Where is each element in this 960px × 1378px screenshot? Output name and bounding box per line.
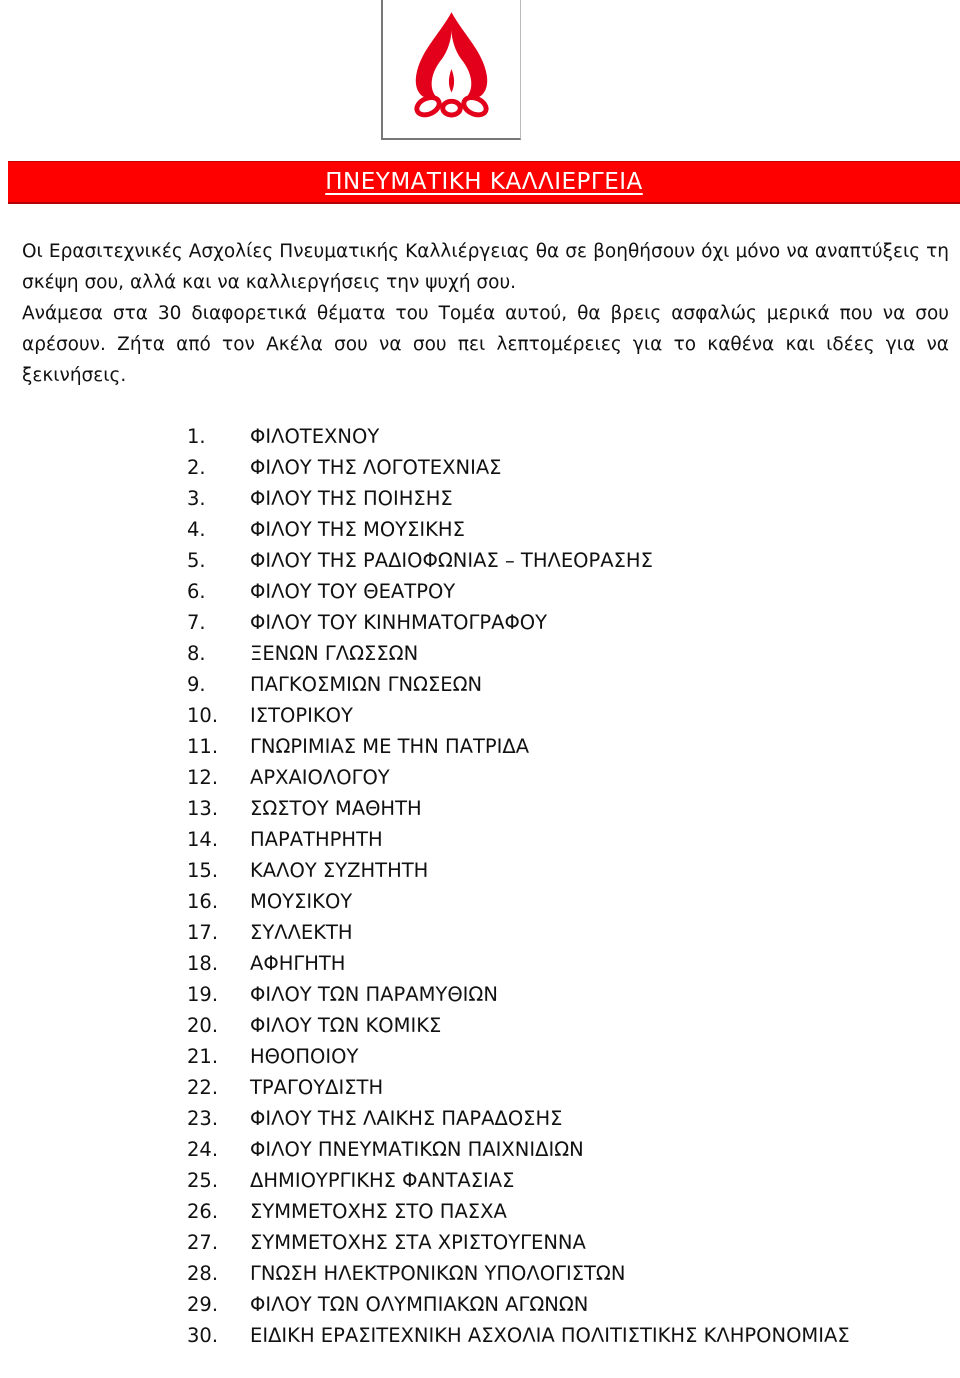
list-item-number: 18. [187, 952, 219, 975]
scout-flame-logo-icon [383, 0, 520, 138]
list-item-text: ΦΙΛΟΥ ΤΩΝ ΟΛΥΜΠΙΑΚΩΝ ΑΓΩΝΩΝ [250, 1293, 589, 1316]
list-item-number: 2. [187, 456, 206, 479]
list-item-text: ΦΙΛΟΤΕΧΝΟΥ [250, 425, 380, 448]
list-item [0, 483, 860, 514]
list-item [0, 1010, 860, 1041]
list-item-number: 23. [187, 1107, 219, 1130]
list-item-text: ΦΙΛΟΥ ΤΩΝ ΠΑΡΑΜΥΘΙΩΝ [250, 983, 498, 1006]
list-item-number: 5. [187, 549, 206, 572]
list-item [0, 607, 860, 638]
list-item-number: 25. [187, 1169, 219, 1192]
intro-text [22, 236, 949, 391]
list-item-text: ΦΙΛΟΥ ΤΟΥ ΘΕΑΤΡΟΥ [250, 580, 456, 603]
list-item-text: ΜΟΥΣΙΚΟΥ [250, 890, 353, 913]
list-item [0, 886, 860, 917]
list-item-number: 6. [187, 580, 206, 603]
list-item-text: ΚΑΛΟΥ ΣΥΖΗΤΗΤΗ [250, 859, 429, 882]
list-item-number: 21. [187, 1045, 219, 1068]
list-item-text: ΕΙΔΙΚΗ ΕΡΑΣΙΤΕΧΝΙΚΗ ΑΣΧΟΛΙΑ ΠΟΛΙΤΙΣΤΙΚΗΣ ΚΛΗΡΟΝΟΜΙΑΣ [250, 1324, 850, 1347]
list-item-number: 22. [187, 1076, 219, 1099]
list-item-text: ΦΙΛΟΥ ΤΗΣ ΛΑΙΚΗΣ ΠΑΡΑΔΟΣΗΣ [250, 1107, 563, 1130]
intro-paragraph: Ανάμεσα στα 30 διαφορετικά θέματα του Τομέα αυτού, θα βρεις ασφαλώς μερικά που να σου αρέσουν. Ζήτα από τον Ακέλα σου να σου πει λεπτομέρειες για το καθένα και ιδέες για να ξεκινήσεις. [22, 303, 949, 386]
list-item [0, 638, 860, 669]
list-item [0, 762, 860, 793]
list-item [0, 700, 860, 731]
list-item-number: 27. [187, 1231, 219, 1254]
list-item-number: 3. [187, 487, 206, 510]
list-item-number: 20. [187, 1014, 219, 1037]
logo [381, 0, 521, 140]
list-item [0, 1258, 860, 1289]
list-item-text: ΦΙΛΟΥ ΤΗΣ ΜΟΥΣΙΚΗΣ [250, 518, 465, 541]
list-item-number: 16. [187, 890, 219, 913]
list-item [0, 1041, 860, 1072]
list-item [0, 669, 860, 700]
list-item [0, 979, 860, 1010]
intro-paragraph: Οι Ερασιτεχνικές Ασχολίες Πνευματικής Καλλιέργειας θα σε βοηθήσουν όχι μόνο να αναπτύξεις τη σκέψη σου, αλλά και να καλλιεργήσεις την ψυχή σου. [22, 241, 949, 293]
list-item-text: ΑΦΗΓΗΤΗ [250, 952, 346, 975]
list-item-number: 26. [187, 1200, 219, 1223]
list-item-text: ΦΙΛΟΥ ΤΗΣ ΛΟΓΟΤΕΧΝΙΑΣ [250, 456, 502, 479]
list-item-number: 17. [187, 921, 219, 944]
list-item-number: 10. [187, 704, 219, 727]
list-item [0, 421, 860, 452]
list-item [0, 1072, 860, 1103]
list-item [0, 917, 860, 948]
list-item-number: 28. [187, 1262, 219, 1285]
list-item-text: ΦΙΛΟΥ ΠΝΕΥΜΑΤΙΚΩΝ ΠΑΙΧΝΙΔΙΩΝ [250, 1138, 584, 1161]
list-item [0, 1196, 860, 1227]
list-item-number: 9. [187, 673, 206, 696]
list-item [0, 855, 860, 886]
list-item-text: ΞΕΝΩΝ ΓΛΩΣΣΩΝ [250, 642, 419, 665]
list-item-number: 14. [187, 828, 219, 851]
list-item-text: ΣΥΜΜΕΤΟΧΗΣ ΣΤΟ ΠΑΣΧΑ [250, 1200, 507, 1223]
list-item [0, 1165, 860, 1196]
list-item [0, 1320, 860, 1351]
list-item-text: ΙΣΤΟΡΙΚΟΥ [250, 704, 353, 727]
list-item-number: 24. [187, 1138, 219, 1161]
list-item [0, 824, 860, 855]
list-item-number: 8. [187, 642, 206, 665]
list-item [0, 1134, 860, 1165]
list-item-text: ΗΘΟΠΟΙΟΥ [250, 1045, 359, 1068]
list-item-text: ΤΡΑΓΟΥΔΙΣΤΗ [250, 1076, 384, 1099]
list-item-text: ΔΗΜΙΟΥΡΓΙΚΗΣ ΦΑΝΤΑΣΙΑΣ [250, 1169, 515, 1192]
list-item [0, 793, 860, 824]
list-item [0, 576, 860, 607]
list-item-number: 30. [187, 1324, 219, 1347]
list-item [0, 1103, 860, 1134]
title-banner [8, 161, 960, 204]
page-title: ΠΝΕΥΜΑΤΙΚΗ ΚΑΛΛΙΕΡΓΕΙΑ [325, 169, 643, 195]
list-item-text: ΣΥΛΛΕΚΤΗ [250, 921, 353, 944]
list-item-text: ΠΑΓΚΟΣΜΙΩΝ ΓΝΩΣΕΩΝ [250, 673, 483, 696]
list-item [0, 1289, 860, 1320]
list-item-text: ΓΝΩΡΙΜΙΑΣ ΜΕ ΤΗΝ ΠΑΤΡΙΔΑ [250, 735, 530, 758]
list-item-number: 29. [187, 1293, 219, 1316]
list-item-number: 19. [187, 983, 219, 1006]
list-item-number: 1. [187, 425, 206, 448]
list-item-text: ΦΙΛΟΥ ΤΗΣ ΡΑΔΙΟΦΩΝΙΑΣ – ΤΗΛΕΟΡΑΣΗΣ [250, 549, 653, 572]
list-item [0, 1227, 860, 1258]
list-item-number: 12. [187, 766, 219, 789]
list-item [0, 514, 860, 545]
list-item-text: ΦΙΛΟΥ ΤΩΝ ΚΟΜΙΚΣ [250, 1014, 442, 1037]
list-item [0, 452, 860, 483]
list-item-number: 11. [187, 735, 219, 758]
list-item-number: 13. [187, 797, 219, 820]
list-item-text: ΣΩΣΤΟΥ ΜΑΘΗΤΗ [250, 797, 422, 820]
list-item-number: 7. [187, 611, 206, 634]
list-item-text: ΦΙΛΟΥ ΤΗΣ ΠΟΙΗΣΗΣ [250, 487, 453, 510]
list-item-text: ΣΥΜΜΕΤΟΧΗΣ ΣΤΑ ΧΡΙΣΤΟΥΓΕΝΝΑ [250, 1231, 586, 1254]
list-item-text: ΓΝΩΣΗ ΗΛΕΚΤΡΟΝΙΚΩΝ ΥΠΟΛΟΓΙΣΤΩΝ [250, 1262, 626, 1285]
list-item [0, 948, 860, 979]
list-item-text: ΠΑΡΑΤΗΡΗΤΗ [250, 828, 383, 851]
list-item-number: 4. [187, 518, 206, 541]
activity-list [0, 421, 860, 1351]
list-item [0, 731, 860, 762]
list-item-number: 15. [187, 859, 219, 882]
list-item [0, 545, 860, 576]
list-item-text: ΑΡΧΑΙΟΛΟΓΟΥ [250, 766, 390, 789]
list-item-text: ΦΙΛΟΥ ΤΟΥ ΚΙΝΗΜΑΤΟΓΡΑΦΟΥ [250, 611, 548, 634]
